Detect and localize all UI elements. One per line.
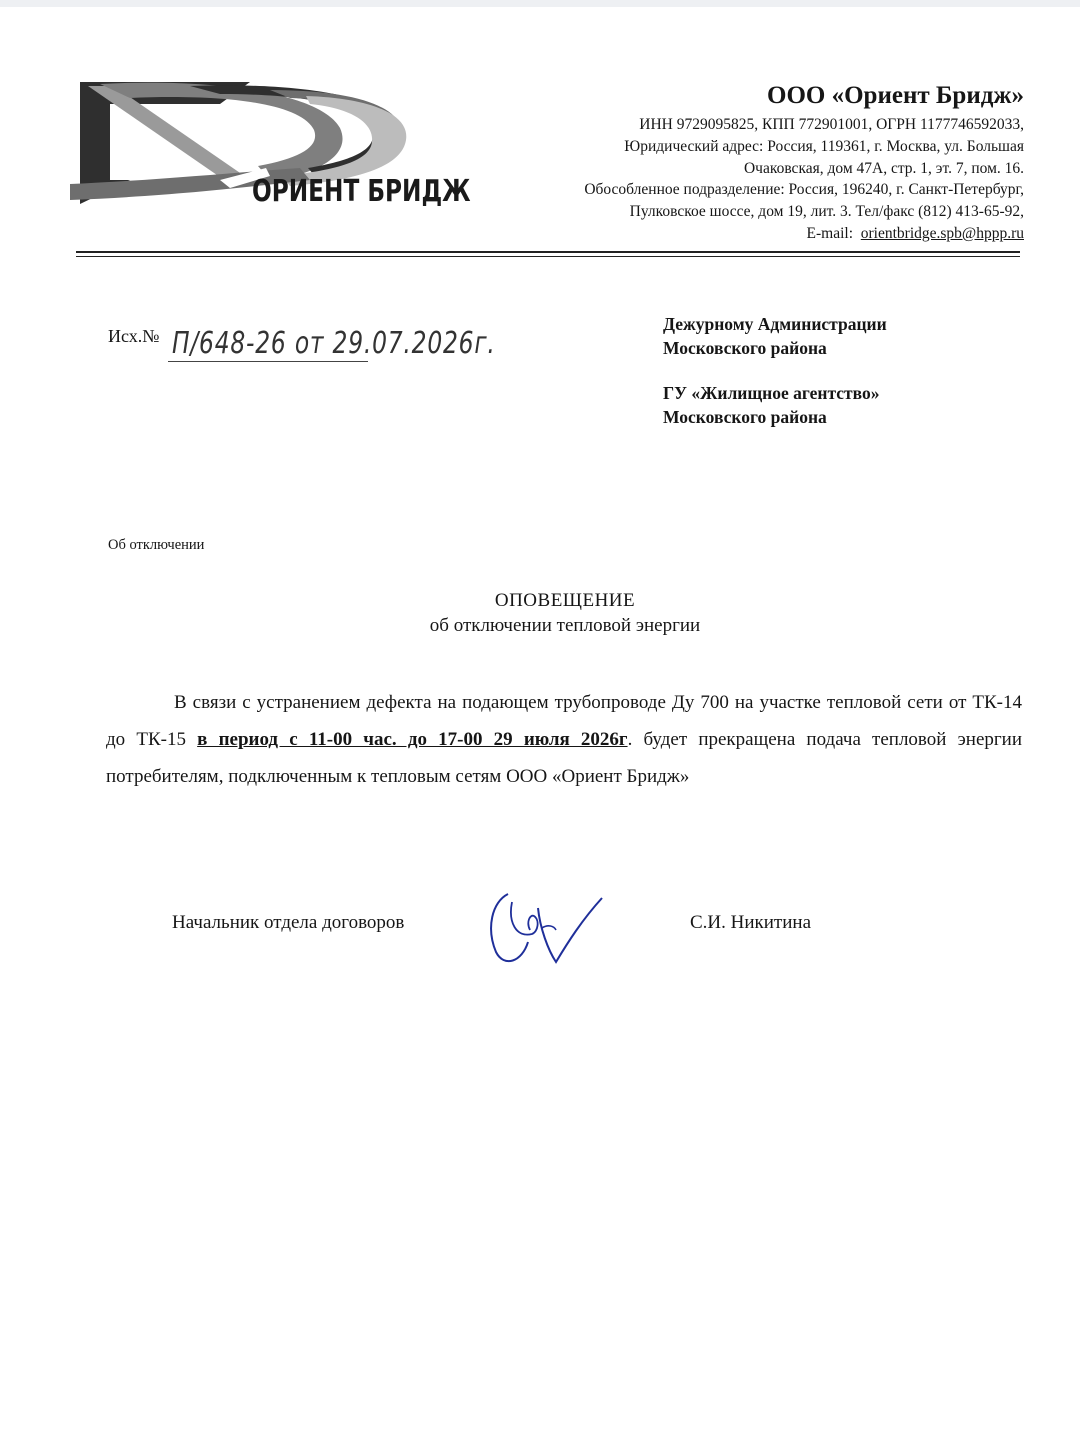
body-text-part2: . будет прекращена подача тепловой энергии потребителям, подключенным к тепловым сетям ООО «Ориент Бридж» (106, 729, 1023, 787)
addressee (663, 312, 887, 360)
outgoing-number-label: Исх.№ (108, 326, 160, 346)
email-label: E-mail: (806, 224, 854, 242)
company-requisites-line: ИНН 9729095825, КПП 772901001, ОГРН 1177746592033, (639, 116, 1024, 133)
company-email-line (584, 223, 1024, 245)
header-divider-thin (76, 256, 1020, 257)
signatory-name: С.И. Никитина (690, 912, 812, 933)
addressee (663, 381, 887, 429)
company-branch-line: Пулковское шоссе, дом 19, лит. 3. Тел/факс (812) 413-65-92, (629, 203, 1024, 221)
handwritten-signature (478, 872, 608, 972)
company-branch-line: Обособленное подразделение: Россия, 196240, г. Санкт-Петербург, (584, 181, 1024, 199)
notice-paragraph (106, 684, 1022, 795)
body-text-part1: В связи с устранением дефекта на подающем трубопроводе Ду 700 на участке тепловой сети от ТК-14 до ТК-15 (106, 692, 1022, 750)
header-divider (76, 251, 1020, 253)
addressee-line: Дежурному Администрации (663, 314, 887, 334)
outgoing-number-underline (168, 361, 368, 362)
notice-title-main: ОПОВЕЩЕНИЕ (494, 590, 636, 611)
company-address-line: Очаковская, дом 47А, стр. 1, эт. 7, пом. 16. (743, 159, 1024, 177)
outgoing-number-handwritten: П/648-26 от 29.07.2026г. (172, 326, 496, 361)
notice-title (0, 588, 1080, 638)
company-address-line: Юридический адрес: Россия, 119361, г. Москва, ул. Большая (624, 137, 1024, 155)
addressees (663, 312, 887, 450)
top-band (0, 0, 1080, 7)
addressee-line: ГУ «Жилищное агентство» (663, 383, 880, 403)
addressee-line: Московского района (663, 407, 827, 427)
company-header (584, 80, 1024, 245)
email-link[interactable]: orientbridge.spb@hppp.ru (860, 224, 1024, 242)
logo-wordmark: ОРИЕНТ БРИДЖ (252, 174, 471, 209)
notice-body (106, 684, 1022, 795)
signatory-position: Начальник отдела договоров (172, 912, 405, 933)
notice-title-sub: об отключении тепловой энергии (429, 615, 701, 636)
company-name: ООО «Ориент Бридж» (767, 82, 1024, 109)
outage-period: в период с 11-00 час. до 17-00 29 июля 2026г (197, 729, 628, 750)
addressee-line: Московского района (663, 338, 827, 358)
letter-subject: Об отключении (108, 537, 205, 553)
